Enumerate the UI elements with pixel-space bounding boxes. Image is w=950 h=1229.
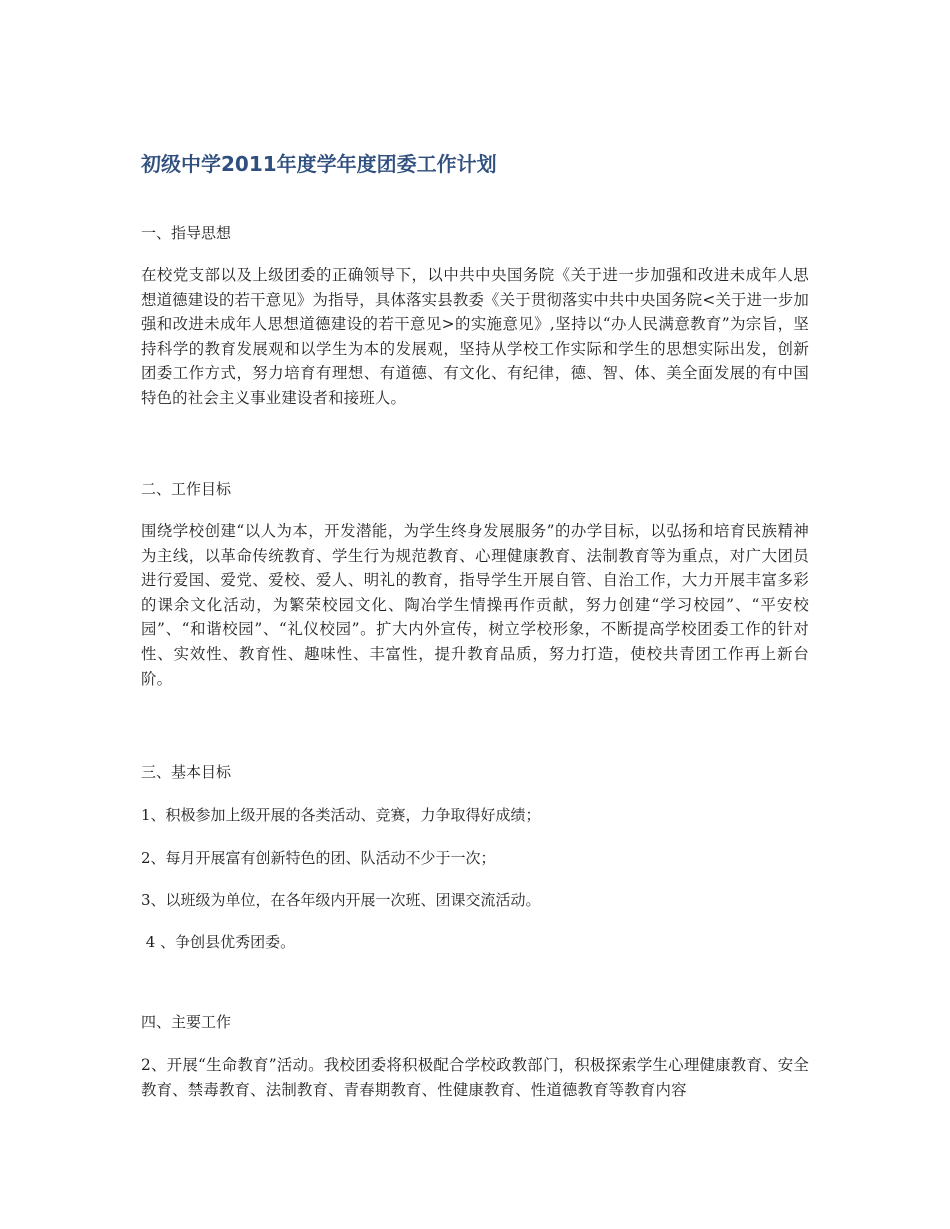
section-heading-guiding-ideology: 一、指导思想 — [141, 224, 232, 242]
section-paragraph-work-goals: 围绕学校创建“以人为本，开发潜能，为学生终身发展服务”的办学目标，以弘扬和培育民族精神为主线，以革命传统教育、学生行为规范教育、心理健康教育、法制教育等为重点，对广大团员进行爱国、爱党、爱校、爱人、明礼的教育，指导学生开展自管、自治工作，大力开展丰富多彩的课余文化活动，为繁荣校园文化、陶冶学生情操再作贡献，努力创建“学习校园”、“平安校园”、“和谐校园”、“礼仪校园”。扩大内外宣传，树立学校形象，不断提高学校团委工作的针对性、实效性、教育性、趣味性、丰富性，提升教育品质，努力打造，使校共青团工作再上新台阶。 — [141, 522, 809, 688]
list-item: 3、以班级为单位，在各年级内开展一次班、团课交流活动。 — [141, 891, 541, 909]
section-heading-basic-goals: 三、基本目标 — [141, 763, 232, 781]
list-item: 4 、争创县优秀团委。 — [141, 933, 296, 951]
section-heading-main-work: 四、主要工作 — [141, 1013, 232, 1031]
section-paragraph-guiding-ideology: 在校党支部以及上级团委的正确领导下，以中共中央国务院《关于进一步加强和改进未成年人思想道德建设的若干意见》为指导，具体落实县教委《关于贯彻落实中共中央国务院<关于进一步加强和改进未成年人思想道德建设的若干意见>的实施意见》,坚持以“办人民满意教育”为宗旨，坚持科学的教育发展观和以学生为本的发展观，坚持从学校工作实际和学生的思想实际出发，创新团委工作方式，努力培育有理想、有道德、有文化、有纪律，德、智、体、美全面发展的有中国特色的社会主义事业建设者和接班人。 — [141, 266, 809, 407]
section-heading-work-goals: 二、工作目标 — [141, 480, 232, 498]
section-paragraph-main-work: 2、开展“生命教育”活动。我校团委将积极配合学校政教部门，积极探索学生心理健康教育、安全教育、禁毒教育、法制教育、青春期教育、性健康教育、性道德教育等教育内容 — [141, 1056, 809, 1099]
list-item: 2、每月开展富有创新特色的团、队活动不少于一次； — [141, 849, 496, 867]
list-item: 1、积极参加上级开展的各类活动、竞赛，力争取得好成绩； — [141, 806, 541, 824]
document-title: 初级中学2011年度学年度团委工作计划 — [141, 152, 497, 176]
